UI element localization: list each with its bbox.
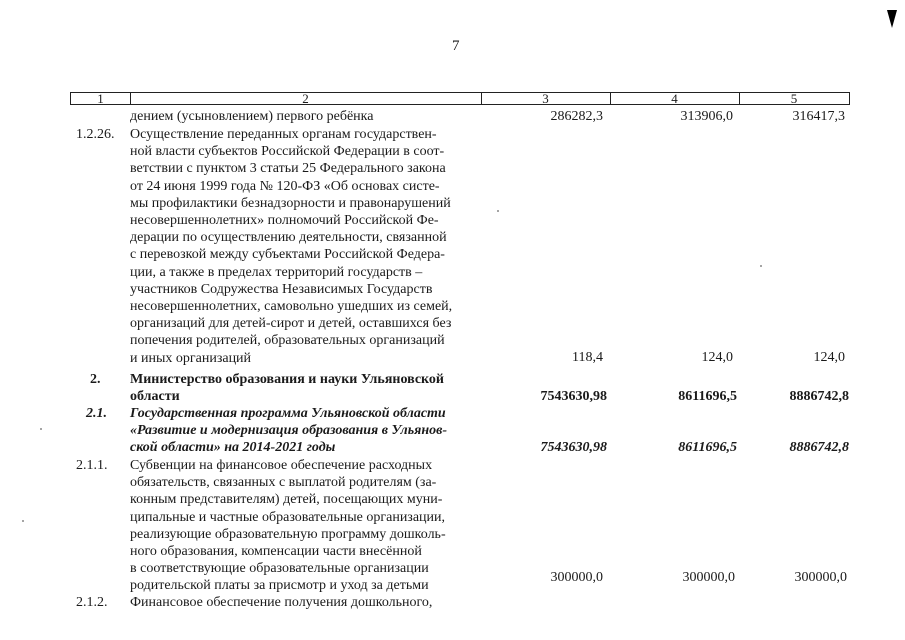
row-number: 2. (90, 372, 101, 387)
value-col-3: 118,4 (572, 350, 603, 365)
row-text: дением (усыновлением) первого ребёнка (130, 109, 374, 124)
value-col-4: 300000,0 (682, 570, 735, 585)
row-number: 1.2.26. (76, 127, 115, 142)
scan-speck (497, 210, 499, 212)
value-col-3: 7543630,98 (540, 389, 607, 404)
value-col-3: 300000,0 (550, 570, 603, 585)
row-text: Министерство образования и науки Ульяновской области (130, 372, 445, 405)
scan-speck (22, 520, 24, 522)
header-col-5: 5 (739, 92, 850, 105)
row-number: 2.1.1. (76, 458, 108, 473)
header-col-2: 2 (130, 92, 482, 105)
row-text: Субвенции на финансовое обеспечение расходных обязательств, связанных с выплатой родителям (за- конным представителям) детей, посещающих муни- ципальные и частные образовательные организации, реализующие образовательную программу дошколь- ного образования, компенсации части внесённой в соответствующие образовательные организации родительской платы за присмотр и уход за детьми (130, 458, 446, 594)
value-col-3: 7543630,98 (540, 440, 607, 455)
value-col-5: 124,0 (813, 350, 845, 365)
header-col-1: 1 (70, 92, 131, 105)
value-col-5: 8886742,8 (789, 440, 849, 455)
page-number: 7 (452, 38, 460, 54)
row-number: 2.1. (86, 406, 107, 421)
scan-speck (40, 428, 42, 430)
value-col-4: 8611696,5 (678, 440, 737, 455)
value-col-4: 8611696,5 (678, 389, 737, 404)
value-col-4: 313906,0 (680, 109, 733, 124)
header-col-4: 4 (610, 92, 740, 105)
value-col-4: 124,0 (701, 350, 733, 365)
row-text: Осуществление переданных органам государствен- ной власти субъектов Российской Федерации в соот- ветствии с пунктом 3 статьи 25 Федерального закона от 24 июня 1999 года № 120-ФЗ «Об основах систе- мы профилактики безнадзорности и правонарушений несовершеннолетних» полномочий Российской Фе- дерации по осуществлению деятельности, связанной с перевозкой между субъектами Российской Федера- ции, а также в пределах территорий государств – участников Содружества Независимых Государств несовершеннолетних, самовольно ушедших из семей, организаций для детей-сирот и детей, оставшихся без попечения родителей, образовательных организаций и иных организаций (130, 127, 453, 366)
row-text: Государственная программа Ульяновской области «Развитие и модернизация образования в Ульянов- ской области» на 2014-2021 годы (130, 406, 448, 456)
value-col-5: 8886742,8 (789, 389, 849, 404)
header-col-3: 3 (481, 92, 611, 105)
value-col-3: 286282,3 (550, 109, 603, 124)
row-text: Финансовое обеспечение получения дошкольного, (130, 595, 433, 610)
scan-speck (760, 265, 762, 267)
row-number: 2.1.2. (76, 595, 108, 610)
scan-corner-mark (887, 10, 897, 28)
value-col-5: 300000,0 (794, 570, 847, 585)
value-col-5: 316417,3 (792, 109, 845, 124)
